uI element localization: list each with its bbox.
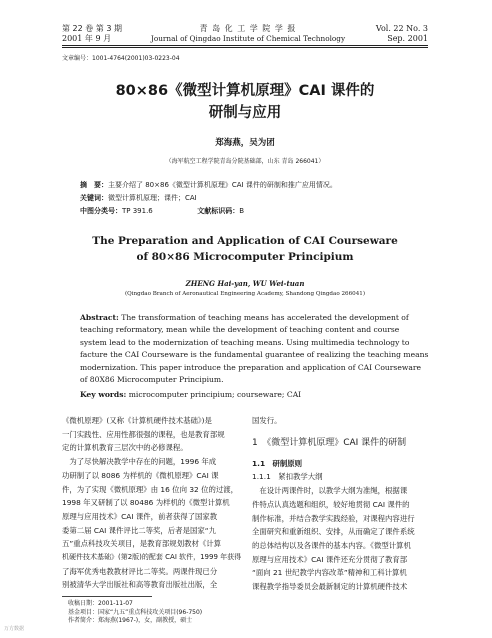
body-line: 原理与应用技术》CAI 课件还充分贯彻了教育部 <box>252 554 408 564</box>
abstract-cn-label: 摘 要： <box>80 181 108 189</box>
body-line: 课程教学指导委员会最新制定的计算机硬件技术 <box>252 582 408 592</box>
header-rule-top <box>62 45 428 46</box>
footnote-author: 作者简介：郑海燕(1967-)，女，副教授，硕士 <box>68 617 193 624</box>
abstract-en-line: system lead to the modernization of teaching means. Using multimedia technology to <box>80 337 410 347</box>
header-date: 2001 年 9 月 <box>62 34 112 43</box>
body-line: 全面研究和重新组织、安排，从而确定了课件系统 <box>252 527 415 537</box>
title-cn-line1: 80×86《微型计算机原理》CAI 课件的 <box>115 83 375 99</box>
section-heading: 1 《微型计算机原理》CAI 课件的研制 <box>252 437 407 448</box>
keywords-en-text: microcomputer principium; courseware; CAI <box>126 390 302 399</box>
abstract-cn-text: 主要介绍了 80×86《微型计算机原理》CAI 课件的研制和推广应用情况。 <box>108 181 337 189</box>
body-line: 件特点认真选题和组织，较好地贯彻 CAI 课件的 <box>252 499 410 509</box>
title-cn-line2: 研制与应用 <box>208 105 282 121</box>
journal-name-cn: 青 岛 化 工 学 院 学 报 <box>199 24 297 33</box>
body-line: 了海军优秀电教教材评比二等奖。两课件现已分 <box>62 566 218 576</box>
footnote-rule <box>62 596 152 597</box>
affiliation-cn: （海军航空工程学院青岛分院基础部，山东 青岛 266041） <box>165 158 325 165</box>
body-line: 为了尽快解决教学中存在的问题，1996 年成 <box>62 457 217 467</box>
subsubsection-heading: 1.1.1 紧扣教学大纲 <box>252 472 323 482</box>
keywords-cn-label: 关键词： <box>80 194 108 202</box>
body-line: 委第二届 CAI 课件评比二等奖，后者是国家“九 <box>62 525 216 535</box>
abstract-en-line: modernization. This paper introduce the preparation and application of CAI Courseware <box>80 362 421 372</box>
doc-code-label: 文献标识码： <box>197 207 240 215</box>
subsection-heading: 1.1 研制原则 <box>252 458 303 468</box>
body-line: 国发行。 <box>252 416 282 425</box>
body-line: 功研制了以 8086 为样机的《微机原理》CAI 课 <box>62 470 219 480</box>
keywords-en-label: Key words: <box>80 390 127 399</box>
body-line: “面向 21 世纪教学内容改革”精神和工科计算机 <box>252 568 407 578</box>
body-left-column <box>62 414 242 592</box>
abstract-cn <box>80 180 430 191</box>
title-en-line1: The Preparation and Application of CAI Courseware <box>92 235 398 247</box>
authors-en: ZHENG Hai-yan, WU Wei-tuan <box>185 279 305 288</box>
keywords-cn-text: 微型计算机原理；课件；CAI <box>108 194 197 202</box>
classification-value: TP 391.6 <box>122 207 153 215</box>
authors-cn: 郑海燕，吴为团 <box>215 138 275 148</box>
abstract-en-label: Abstract: <box>80 313 119 322</box>
body-line: 的总体结构以及各课件的基本内容。《微型计算机 <box>252 540 411 550</box>
header-month: Sep. 2001 <box>387 34 428 43</box>
body-line: 别被清华大学出版社和高等教育出版社出版，全 <box>62 580 218 590</box>
body-line: 机硬件技术基础》(第2版)的配套 CAI 软件，1999 年获得 <box>62 553 242 562</box>
footnote-funding: 基金项目：国家“九五”重点科技攻关项目(96-750) <box>68 608 203 616</box>
body-line: 原理与应用技术》CAI 课件，前者获得了国家教 <box>62 511 218 521</box>
header-volume: Vol. 22 No. 3 <box>375 24 428 33</box>
body-line: 定的计算机教育三层次中的必修课程。 <box>62 443 188 453</box>
title-en-line2: of 80×86 Microcomputer Principium <box>136 251 354 263</box>
header-issue: 第 22 卷 第 3 期 <box>62 24 122 33</box>
footnotes <box>68 600 368 626</box>
classification-line <box>80 206 430 217</box>
body-line: 制作标准，并结合教学实践经验，对课程内容进行 <box>252 513 415 523</box>
body-line: 五”重点科技攻关项目，是教育部规划教材《计算 <box>62 539 222 549</box>
body-line: 1998 年又研制了以 80486 为样机的《微型计算机 <box>62 498 230 508</box>
abstract-en-line: facture the CAI Courseware is the fundamental guarantee of realizing the teaching means <box>80 350 429 360</box>
body-line: 在设计两课件时，以教学大纲为准绳，根据课 <box>252 486 408 496</box>
abstract-en <box>80 312 430 386</box>
header-rule-bottom <box>62 47 428 48</box>
abstract-en-line: Abstract: The transformation of teaching means has accelerated the development of <box>80 313 409 322</box>
article-number: 文章编号：1001-4764(2001)03-0223-04 <box>62 55 180 62</box>
page-corner-mark: 万方数据 <box>4 626 25 632</box>
affiliation-en: (Qingdao Branch of Aeronautical Engineering Academy, Shandong Qingdao 266041) <box>124 291 366 297</box>
classification-label: 中图分类号： <box>80 207 122 215</box>
abstract-en-line: teaching reformatory, mean while the development of teaching content and course <box>80 325 400 335</box>
body-right-column <box>252 414 430 594</box>
keywords-en <box>80 389 430 400</box>
doc-code-value: B <box>239 207 245 215</box>
footnote-received: 收稿日期：2001-11-07 <box>68 600 133 607</box>
abstract-en-line: of 80X86 Microcomputer Principium. <box>80 375 224 385</box>
body-line: 件，为了实现《微机原理》由 16 位向 32 位的过渡， <box>62 484 239 494</box>
journal-name-en: Journal of Qingdao Institute of Chemical Technology <box>150 34 346 43</box>
body-line: 《微机原理》(又称《计算机硬件技术基础》)是 <box>62 416 212 425</box>
body-line: 一门实践性、应用性都很强的课程，也是教育部规 <box>62 429 225 439</box>
keywords-cn <box>80 193 430 204</box>
